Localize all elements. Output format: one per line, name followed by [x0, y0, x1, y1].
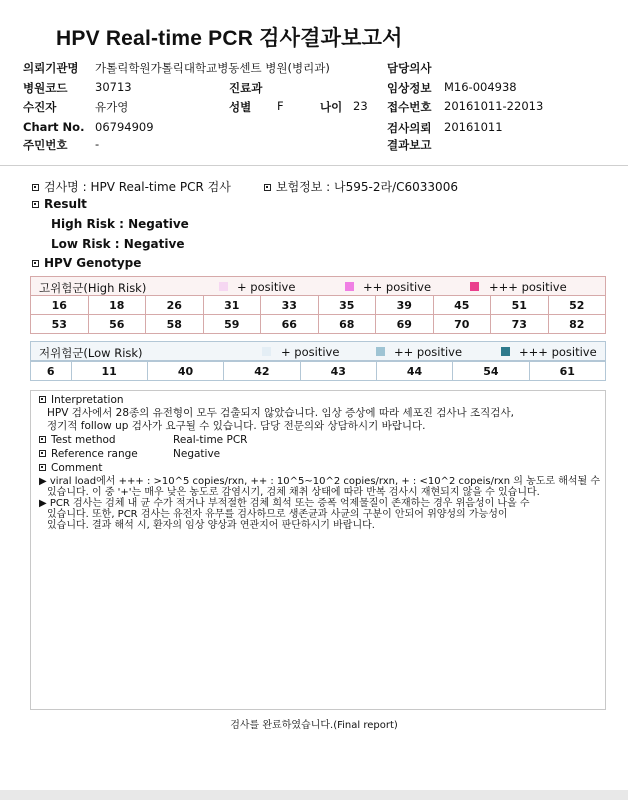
checkbox-square-icon	[32, 184, 39, 191]
result-heading-text: Result	[44, 197, 87, 211]
plus-swatch	[262, 347, 271, 356]
genotype-cell: 58	[146, 315, 204, 334]
checkbox-square-icon	[39, 450, 46, 457]
genotype-cell: 31	[203, 296, 261, 315]
genotype-cell: 51	[491, 296, 549, 315]
high-risk-table	[30, 295, 606, 334]
genotype-cell: 33	[261, 296, 319, 315]
genotype-cell: 68	[318, 315, 376, 334]
dept-label: 진료과	[229, 81, 263, 95]
interp-text-2: 정기적 follow up 검사가 요구될 수 있습니다. 담당 전문의와 상담하시기 바랍니다.	[47, 420, 426, 432]
genotype-cell: 82	[548, 315, 606, 334]
low-risk-header	[30, 341, 606, 361]
report-title: HPV Real-time PCR 검사결과보고서	[56, 27, 403, 50]
genotype-cell: 11	[71, 362, 147, 381]
high-risk-header	[30, 276, 606, 296]
method-value: Real-time PCR	[173, 434, 248, 446]
comment-label-text: Comment	[51, 462, 103, 474]
low-risk-result: Low Risk : Negative	[51, 237, 185, 251]
interp-heading-text: Interpretation	[51, 394, 124, 406]
legend-plus3: +++ positive	[519, 345, 597, 359]
method-label	[39, 434, 116, 446]
req-org-label: 의뢰기관명	[23, 61, 79, 75]
high-risk-result: High Risk : Negative	[51, 217, 189, 231]
genotype-cell: 52	[548, 296, 606, 315]
clinical-value: M16-004938	[444, 80, 517, 94]
collector-value: 유가영	[95, 100, 129, 114]
chart-label: Chart No.	[23, 120, 85, 134]
comment-label	[39, 462, 102, 474]
genotype-cell: 40	[147, 362, 223, 381]
genotype-cell: 26	[146, 296, 204, 315]
result-heading	[32, 197, 87, 211]
receipt-label: 접수번호	[387, 100, 432, 114]
genotype-cell: 61	[529, 362, 605, 381]
genotype-heading-text: HPV Genotype	[44, 256, 142, 270]
legend-plus: + positive	[237, 280, 296, 294]
legend-plus: + positive	[281, 345, 340, 359]
genotype-cell: 16	[31, 296, 89, 315]
insurance-text: 보험정보 : 나595-2라/C6033006	[276, 180, 458, 194]
genotype-cell: 45	[433, 296, 491, 315]
report-label: 결과보고	[387, 138, 432, 152]
checkbox-square-icon	[39, 436, 46, 443]
comment-line-3: ▶ PCR 검사는 검체 내 균 수가 적거나 부적절한 검체 희석 또는 증폭 억제물질이 존재하는 경우 위음성이 나올 수	[39, 498, 530, 509]
method-label-text: Test method	[51, 434, 116, 446]
plus2-swatch	[376, 347, 385, 356]
low-risk-label: 저위험군(Low Risk)	[39, 346, 143, 360]
high-risk-row-1	[31, 296, 606, 315]
interpretation-box	[30, 390, 606, 710]
legend-plus2: ++ positive	[394, 345, 463, 359]
genotype-cell: 54	[453, 362, 529, 381]
range-label-text: Reference range	[51, 448, 138, 460]
req-date-value: 20161011	[444, 120, 503, 134]
ssn-value: -	[95, 137, 100, 151]
req-org-value: 가톨릭학원가톨릭대학교병동센트 병원(병리과)	[95, 61, 330, 75]
interp-text-1: HPV 검사에서 28종의 유전형이 모두 검출되지 않았습니다. 임상 증상에 따라 세포진 검사나 조직검사,	[47, 407, 514, 419]
header-divider	[0, 165, 628, 166]
genotype-cell: 59	[203, 315, 261, 334]
comment-line-4: 있습니다. 또한, PCR 검사는 유전자 유무를 검사하므로 생존균과 사균의 구분이 안되어 위양성의 가능성이	[47, 509, 508, 520]
genotype-cell: 66	[261, 315, 319, 334]
plus-swatch	[219, 282, 228, 291]
test-name-text: 검사명 : HPV Real-time PCR 검사	[44, 180, 231, 194]
checkbox-square-icon	[32, 201, 39, 208]
legend-plus2: ++ positive	[363, 280, 432, 294]
bottom-bar	[0, 790, 628, 800]
low-risk-table	[30, 361, 606, 381]
genotype-cell: 6	[31, 362, 72, 381]
plus3-swatch	[501, 347, 510, 356]
hosp-code-label: 병원코드	[23, 81, 68, 95]
low-risk-row	[31, 362, 606, 381]
comment-line-1: ▶ viral load에서 +++ : >10^5 copies/rxn, ++ : 10^5~10^2 copies/rxn, + : <10^2 copeis/rxn 의 농도로 해석될 수	[39, 476, 601, 487]
receipt-value: 20161011-22013	[444, 99, 544, 113]
sex-label: 성별	[229, 100, 252, 114]
checkbox-square-icon	[39, 464, 46, 471]
hosp-code-value: 30713	[95, 80, 132, 94]
insurance-line	[264, 178, 458, 195]
checkbox-square-icon	[32, 260, 39, 267]
chart-value: 06794909	[95, 120, 154, 134]
genotype-cell: 56	[88, 315, 146, 334]
doctor-label: 담당의사	[387, 61, 432, 75]
genotype-cell: 44	[376, 362, 452, 381]
ssn-label: 주민번호	[23, 138, 68, 152]
plus3-swatch	[470, 282, 479, 291]
genotype-cell: 42	[224, 362, 300, 381]
checkbox-square-icon	[264, 184, 271, 191]
collector-label: 수진자	[23, 100, 57, 114]
age-value: 23	[353, 99, 368, 113]
interp-heading	[39, 394, 124, 406]
genotype-cell: 73	[491, 315, 549, 334]
range-label	[39, 448, 138, 460]
genotype-cell: 35	[318, 296, 376, 315]
final-report-note: 검사를 완료하였습니다.(Final report)	[230, 720, 398, 731]
genotype-cell: 18	[88, 296, 146, 315]
checkbox-square-icon	[39, 396, 46, 403]
legend-plus3: +++ positive	[489, 280, 567, 294]
age-label: 나이	[320, 100, 343, 114]
clinical-label: 임상정보	[387, 81, 432, 95]
range-value: Negative	[173, 448, 221, 460]
sex-value: F	[277, 99, 284, 113]
req-date-label: 검사의뢰	[387, 121, 432, 135]
genotype-cell: 70	[433, 315, 491, 334]
plus2-swatch	[345, 282, 354, 291]
comment-line-5: 있습니다. 결과 해석 시, 환자의 임상 양상과 연관지어 판단하시기 바랍니다.	[47, 520, 375, 531]
genotype-cell: 39	[376, 296, 434, 315]
genotype-cell: 43	[300, 362, 376, 381]
genotype-cell: 53	[31, 315, 89, 334]
genotype-cell: 69	[376, 315, 434, 334]
high-risk-label: 고위험군(High Risk)	[39, 281, 147, 295]
genotype-heading	[32, 256, 141, 270]
high-risk-row-2	[31, 315, 606, 334]
comment-line-2: 있습니다. 이 중 '+'는 매우 낮은 농도로 감염시기, 검체 채취 상태에 따라 반복 검사시 재현되지 않을 수 있습니다.	[47, 487, 540, 498]
test-name-line	[32, 178, 231, 195]
